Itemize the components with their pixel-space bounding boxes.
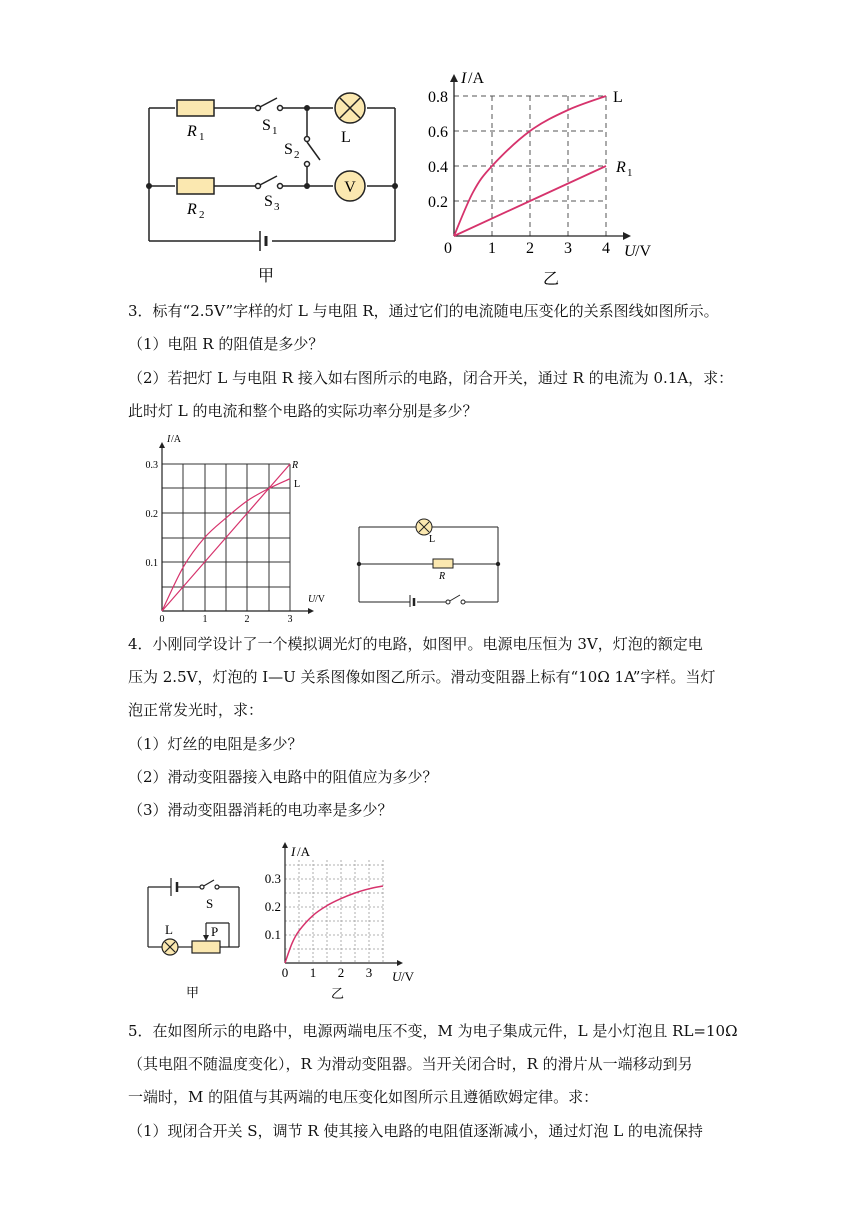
g2-curve-r-label: R xyxy=(292,460,299,471)
q5-line3: 一端时，M 的阻值与其两端的电压变化如图所示且遵循欧姆定律。求： xyxy=(128,1088,599,1106)
g1-xtick: 3 xyxy=(564,240,572,257)
g2-ylabel-unit: /A xyxy=(171,434,181,445)
g2-xtick: 2 xyxy=(244,614,250,625)
s1-label: S xyxy=(262,117,271,134)
q4-part1: （1）灯丝的电阻是多少？ xyxy=(128,735,303,753)
graph3-curves xyxy=(285,886,383,963)
g2-ytick: 0.3 xyxy=(145,460,158,471)
g3-xlabel-sym: U xyxy=(392,969,402,984)
q3-circuit-diagram xyxy=(355,512,505,607)
g1-origin: 0 xyxy=(444,240,452,257)
q4-line1: 4．小刚同学设计了一个模拟调光灯的电路，如图甲。电源电压恒为 3V，灯泡的额定电 xyxy=(128,635,703,653)
q3-stem: 3．标有“2.5V”字样的灯 L 与电阻 R，通过它们的电流随电压变化的关系图线如图所示。 xyxy=(128,302,719,320)
g2-origin: 0 xyxy=(159,614,165,625)
g3-xtick: 2 xyxy=(337,965,345,980)
s2-sub: 2 xyxy=(294,149,300,161)
g1-curve-l-label: L xyxy=(613,89,623,106)
g1-xtick: 4 xyxy=(602,240,610,257)
q4-slider-label: P xyxy=(211,924,219,939)
q4-caption-jia: 甲 xyxy=(186,985,200,1000)
g3-origin: 0 xyxy=(281,965,289,980)
g1-curve-r-sub: 1 xyxy=(627,167,633,179)
g3-ytick: 0.1 xyxy=(264,927,281,942)
chart3-curve-series xyxy=(285,886,383,963)
q3-lamp-label: L xyxy=(429,534,436,545)
g1-ytick: 0.6 xyxy=(428,124,448,141)
g2-xlabel-sym: U xyxy=(308,594,316,605)
g2-ylabel-sym: I xyxy=(167,434,171,445)
g3-xtick: 3 xyxy=(365,965,373,980)
r1-label: R xyxy=(187,123,197,140)
g1-ylabel-unit: /A xyxy=(468,70,484,87)
q4-part2: （2）滑动变阻器接入电路中的阻值应为多少？ xyxy=(128,768,438,786)
s2-label: S xyxy=(284,141,293,158)
g1-ylabel-sym: I xyxy=(461,70,467,87)
q4-line2: 压为 2.5V，灯泡的 I—U 关系图像如图乙所示。滑动变阻器上标有“10Ω 1A”字样。当灯 xyxy=(128,668,716,686)
g2-xlabel-unit: /V xyxy=(315,594,325,605)
g2-xtick: 1 xyxy=(202,614,208,625)
q4-caption-yi: 乙 xyxy=(331,986,345,1000)
g2-ytick: 0.1 xyxy=(145,558,158,569)
q5-line1: 5．在如图所示的电路中，电源两端电压不变，M 为电子集成元件，L 是小灯泡且 RL=10Ω xyxy=(128,1022,738,1040)
g2-ytick: 0.2 xyxy=(145,509,158,520)
g2-curve-l-label: L xyxy=(294,479,301,490)
circuit-diagram-jia xyxy=(140,88,410,288)
q4-lamp-label: L xyxy=(165,922,173,937)
g3-ylabel-sym: I xyxy=(291,844,296,859)
g1-ytick: 0.2 xyxy=(428,194,448,211)
q4-line3: 泡正常发光时，求： xyxy=(128,701,264,719)
q3-resistor-label: R xyxy=(439,571,446,582)
g1-xtick: 1 xyxy=(488,240,496,257)
q3-iu-graph xyxy=(140,426,340,626)
g3-ytick: 0.3 xyxy=(264,871,281,886)
g1-xtick: 2 xyxy=(526,240,534,257)
s1-sub: 1 xyxy=(272,125,278,137)
g1-ytick: 0.8 xyxy=(428,89,448,106)
caption-jia: 甲 xyxy=(258,268,275,285)
g2-xtick: 3 xyxy=(287,614,293,625)
q3-part2-line2: 此时灯 L 的电流和整个电路的实际功率分别是多少？ xyxy=(128,402,478,420)
voltmeter-label: V xyxy=(344,179,356,196)
q4-part3: （3）滑动变阻器消耗的电功率是多少？ xyxy=(128,801,393,819)
iu-graph-yi xyxy=(415,66,675,296)
r2-label: R xyxy=(187,201,197,218)
caption-yi: 乙 xyxy=(543,271,560,288)
q3-part1: （1）电阻 R 的阻值是多少？ xyxy=(128,335,324,353)
r1-sub: 1 xyxy=(199,131,205,143)
g1-curve-r-label: R xyxy=(616,159,626,176)
q3-part2-line1: （2）若把灯 L 与电阻 R 接入如右图所示的电路，闭合开关，通过 R 的电流为 0.1A，求： xyxy=(128,369,734,387)
q5-part1: （1）现闭合开关 S，调节 R 使其接入电路的电阻值逐渐减小，通过灯泡 L 的电流保持 xyxy=(128,1122,703,1140)
g3-ytick: 0.2 xyxy=(264,899,281,914)
s3-label: S xyxy=(264,193,273,210)
g1-xlabel-sym: U xyxy=(624,243,636,260)
q5-line2: （其电阻不随温度变化），R 为滑动变阻器。当开关闭合时，R 的滑片从一端移动到另 xyxy=(128,1055,693,1073)
q4-switch-label: S xyxy=(206,896,214,911)
lamp-label: L xyxy=(341,129,351,146)
g1-xlabel-unit: /V xyxy=(635,243,651,260)
g1-ytick: 0.4 xyxy=(428,159,448,176)
g3-xlabel-unit: /V xyxy=(401,969,414,984)
r2-sub: 2 xyxy=(199,209,205,221)
q4-circuit-jia xyxy=(140,866,255,1001)
s3-sub: 3 xyxy=(274,201,280,213)
g3-ylabel-unit: /A xyxy=(297,844,310,859)
g3-xtick: 1 xyxy=(309,965,317,980)
q4-iu-graph-yi xyxy=(255,838,430,1000)
